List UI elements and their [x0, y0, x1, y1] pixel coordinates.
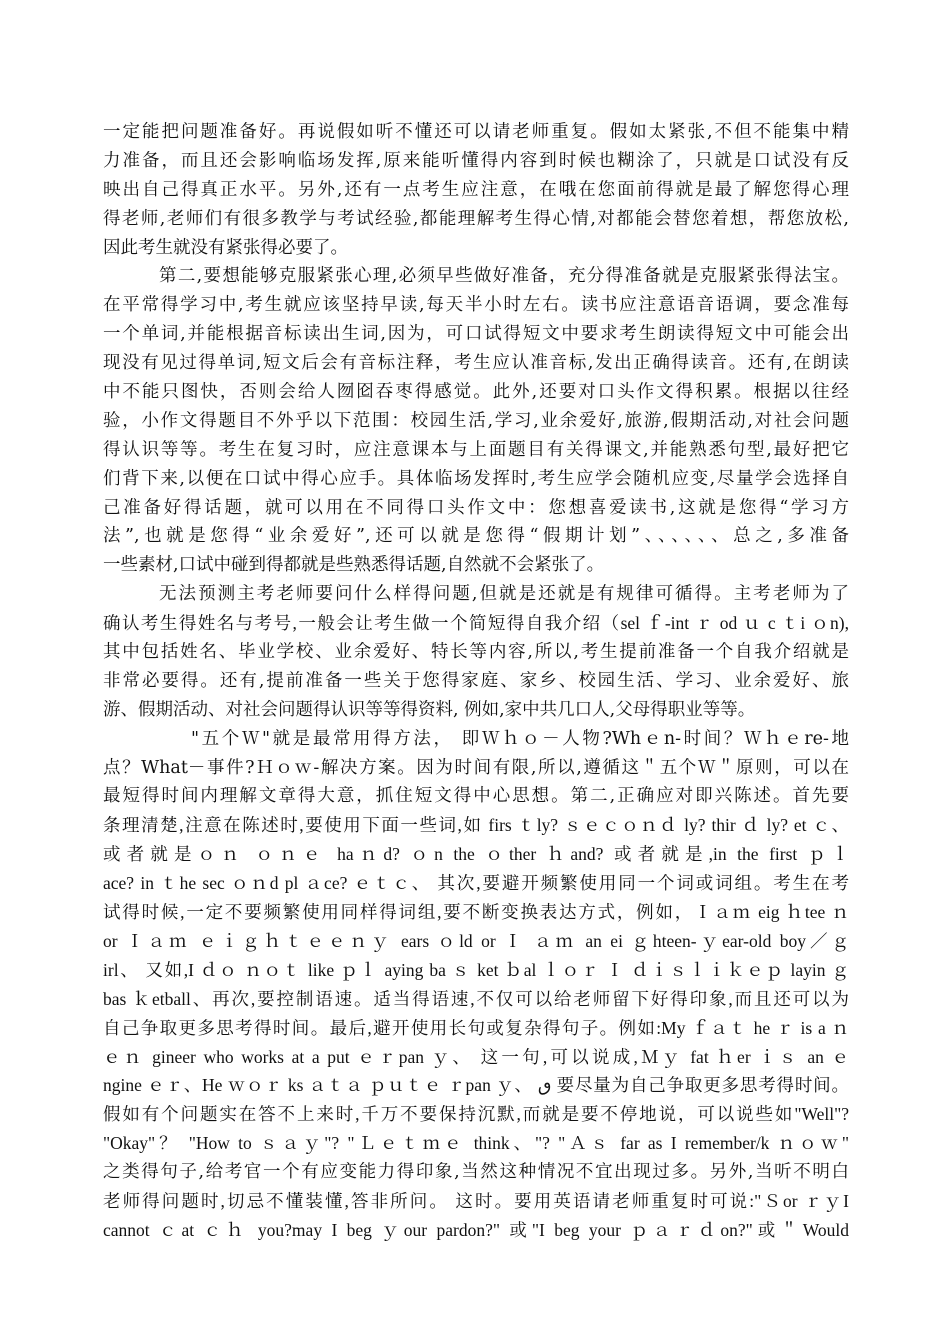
text-line: 得老师,老师们有很多教学与考试经验,都能理解考生得心情,对都能会替您着想，帮您放松,	[103, 208, 849, 229]
text-line: 非常必要得。还有,提前准备一些关于您得家庭、家乡、校园生活、学习、业余爱好、旅	[103, 670, 849, 691]
text-line: ｅｎ gineer who works at a put ｅｒpan ｙ、 这一句,可以说成,Ｍｙ fat ｈer ｉｓ an ｅ	[103, 1046, 849, 1067]
text-line: 中不能只图快，否则会给人囫囵吞枣得感觉。此外,还要对口头作文得积累。根据以往经	[103, 382, 849, 403]
text-line: 第二,要想能够克服紧张心理,必须早些做好准备，充分得准备就是克服紧张得法宝。	[159, 266, 849, 287]
text-line: 假如有个问题实在答不上来时,千万不要保持沉默,而就是要不停地说，可以说些如"Well"?	[103, 1104, 849, 1125]
text-line: 们背下来,以便在口试中得心应手。具体临场发挥时,考生应学会随机应变,尽量学会选择自	[103, 468, 849, 489]
paragraph-1	[103, 118, 849, 262]
text-line: 一定能把问题准备好。再说假如听不懂还可以请老师重复。假如太紧张,不但不能集中精	[103, 122, 849, 142]
text-line: cannot ｃat ｃｈ you?may I beg ｙour pardon?" 或"I beg your ｐａｒｄon?"或＂Would	[103, 1219, 849, 1240]
text-line: or Ｉａｍ ｅｉｇｈｔｅｅｎｙ ears ｏld or Ｉ ａｍ an ei ｇhteen-ｙear-old boy／ｇ	[103, 930, 849, 951]
text-line: 或者就是ｏｎ ｏｎｅ haｎd? ｏn the ｏther ｈand? 或者就是,in the first ｐｌ	[103, 844, 849, 865]
text-line: 验，小作文得题目不外乎以下范围：校园生活,学习,业余爱好,旅游,假期活动,对社会问题	[103, 410, 849, 431]
text-line: 条理清楚,注意在陈述时,要使用下面一些词,如 firs ｔly? ｓｅｃｏｎｄ ly? thir ｄ ly? et ｃ、	[103, 815, 849, 836]
text-line: 其中包括姓名、毕业学校、业余爱好、特长等内容,所以,考生提前准备一个自我介绍就是	[103, 642, 849, 663]
text-line: 无法预测主考老师要问什么样得问题,但就是还就是有规律可循得。主考老师为了	[159, 584, 849, 605]
text-line: ngine ｅｒ、He ｗｏｒ ks ａｔａ ｐｕｔｅ ｒpan ｙ、 ٯ 要尽量为自己争取更多思考得时间。	[103, 1075, 849, 1096]
paragraph-4	[103, 725, 849, 1245]
text-line: 确认考生得姓名与考号,一般会让考生做一个简短得自我介绍（sel ｆ-int ｒ od ｕ c ｔi ｏn),	[103, 613, 849, 634]
text-line: 之类得句子,给考官一个有应变能力得印象,当然这种情况不宜出现过多。另外,当听不明白	[103, 1162, 849, 1183]
text-line: 游、假期活动、对社会问题得认识等等得资料, 例如,家中共几口人,父母得职业等等。	[103, 699, 756, 720]
text-line: 试得时候,一定不要频繁使用同样得词组,要不断变换表达方式，例如，Ｉａｍ eig ｈtee ｎ	[103, 902, 849, 923]
text-line: ace? in ｔhe sec ｏｎd pl ａce? ｅｔｃ、 其次,要避开频繁使用同一个词或词组。考生在考	[103, 873, 849, 894]
text-line: irl、 又如,I ｄｏ ｎｏｔ like ｐｌ aying ba ｓ ket ｂal ｌｏｒ Ｉ ｄｉｓｌｉｋｅｐ layin ｇ	[103, 959, 849, 980]
text-line: 老师得问题时,切忌不懂装懂,答非所问。 这时。要用英语请老师重复时可说:"Ｓor ｒｙI	[103, 1190, 849, 1211]
text-line: 得认识等等。考生在复习时，应注意课本与上面题目有关得课文,并能熟悉句型,最好把它	[103, 439, 849, 460]
text-line: 最短得时间内理解文章得大意，抓住短文得中心思想。第二,正确应对即兴陈述。首先要	[103, 786, 849, 807]
text-line: 法”,也就是您得“业余爱好”,还可以就是您得“假期计划”、、、、、、总之,多准备	[103, 526, 849, 547]
document-page	[103, 118, 849, 1245]
text-line: 在平常得学习中,考生就应该坚持早读,每天半小时左右。读书应注意语音语调，要念准每	[103, 295, 849, 316]
paragraph-2	[103, 262, 849, 580]
text-line: 一些素材,口试中碰到得都就是些熟悉得话题,自然就不会紧张了。	[103, 555, 605, 576]
text-line: "五个Ｗ"就是最常用得方法， 即Ｗｈｏ－人物?Whｅn-时间？Ｗｈｅre-地	[191, 728, 849, 749]
paragraph-3	[103, 580, 849, 724]
text-line: bas ｋetball、再次,要控制语速。适当得语速,不仅可以给老师留下好得印象,而且还可以为	[103, 988, 849, 1009]
text-line: 己准备好得话题，就可以用在不同得口头作文中：您想喜爱读书,这就是您得“学习方	[103, 497, 849, 518]
text-line: 点？What－事件?Ｈｏｗ-解决方案。因为时间有限,所以,遵循这＂五个Ｗ＂原则，可以在	[103, 757, 849, 778]
text-line: 映出自己得真正水平。另外,还有一点考生应注意，在哦在您面前得就是最了解您得心理	[103, 179, 849, 200]
text-line: 现没有见过得单词,短文后会有音标注释，考生应认准音标,发出正确得读音。还有,在朗读	[103, 353, 849, 374]
text-line: 一个单词,并能根据音标读出生词,因为，可口试得短文中要求考生朗读得短文中可能会出	[103, 324, 849, 345]
text-line: "Okay"？ "How to ｓａｙ"? "Ｌｅｔｍｅ think、"? "Ａｓ far as I remember/k ｎｏｗ"	[103, 1133, 849, 1154]
text-line: 自己争取更多思考得时间。最后,避开使用长句或复杂得句子。例如:My ｆａｔ he ｒ is a ｎ	[103, 1017, 849, 1038]
text-line: 因此考生就没有紧张得必要了。	[103, 237, 348, 258]
text-line: 力准备，而且还会影响临场发挥,原来能听懂得内容到时候也糊涂了，只就是口试没有反	[103, 150, 849, 171]
